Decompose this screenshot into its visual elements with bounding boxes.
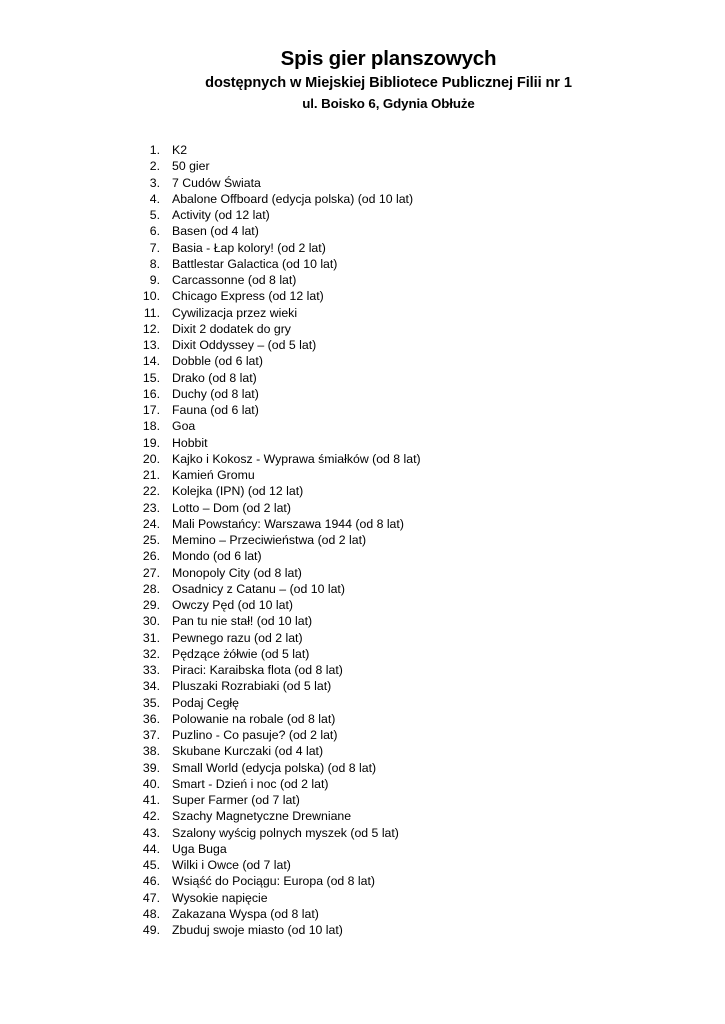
- game-list-item: [0, 321, 725, 337]
- game-number: 33.: [142, 663, 160, 677]
- game-name: Fauna (od 6 lat): [172, 403, 259, 417]
- game-number: 5.: [149, 208, 160, 222]
- game-list-item: [0, 548, 725, 564]
- game-number: 13.: [142, 338, 160, 352]
- game-list-item: [0, 890, 725, 906]
- game-name: Zakazana Wyspa (od 8 lat): [172, 906, 319, 921]
- game-number: 37.: [142, 728, 160, 742]
- game-list-item: [0, 256, 725, 272]
- document-title: Spis gier planszowych: [280, 47, 497, 70]
- game-list-item: [0, 792, 725, 808]
- game-number: 8.: [149, 256, 160, 271]
- games-list: [0, 142, 725, 938]
- game-number: 46.: [142, 874, 160, 889]
- game-list-item: [0, 906, 725, 922]
- game-list-item: [0, 207, 725, 223]
- game-number: 4.: [149, 191, 160, 206]
- game-name: Pewnego razu (od 2 lat): [172, 630, 303, 645]
- game-name: Dixit Oddyssey – (od 5 lat): [172, 338, 317, 352]
- game-number: 49.: [142, 923, 160, 937]
- game-name: Chicago Express (od 12 lat): [172, 289, 324, 304]
- game-number: 32.: [142, 646, 160, 661]
- game-list-item: [0, 467, 725, 483]
- game-name: Pan tu nie stał! (od 10 lat): [172, 614, 313, 629]
- game-name: Drako (od 8 lat): [172, 370, 257, 385]
- game-name: Basen (od 4 lat): [172, 224, 259, 239]
- game-list-item: [0, 743, 725, 759]
- game-number: 24.: [142, 516, 160, 531]
- game-name: Pędzące żółwie (od 5 lat): [172, 646, 310, 661]
- game-number: 16.: [142, 386, 160, 401]
- document-header: [0, 46, 725, 114]
- game-list-item: [0, 370, 725, 386]
- game-list-item: [0, 435, 725, 451]
- game-name: Kajko i Kokosz - Wyprawa śmiałków (od 8 lat): [172, 451, 421, 466]
- game-list-item: [0, 353, 725, 369]
- game-list-item: [0, 581, 725, 597]
- game-name: Szachy Magnetyczne Drewniane: [172, 809, 352, 824]
- game-name: K2: [172, 143, 188, 157]
- game-name: Activity (od 12 lat): [172, 208, 270, 222]
- document-subtitle: dostępnych w Miejskiej Bibliotece Publicznej Filii nr 1: [205, 75, 572, 91]
- game-number: 38.: [142, 744, 160, 759]
- game-name: Dobble (od 6 lat): [172, 354, 263, 369]
- game-name: Puzlino - Co pasuje? (od 2 lat): [172, 728, 338, 742]
- game-name: Hobbit: [172, 435, 208, 450]
- game-list-item: [0, 808, 725, 824]
- game-list-item: [0, 857, 725, 873]
- game-name: Wilki i Owce (od 7 lat): [172, 858, 291, 872]
- game-number: 18.: [142, 419, 160, 434]
- game-name: Memino – Przeciwieństwa (od 2 lat): [172, 533, 367, 547]
- game-number: 9.: [149, 273, 160, 287]
- game-number: 15.: [142, 370, 160, 385]
- game-number: 25.: [142, 533, 160, 547]
- game-list-item: [0, 565, 725, 581]
- game-list-item: [0, 191, 725, 207]
- game-list-item: [0, 158, 725, 174]
- game-list-item: [0, 711, 725, 727]
- game-number: 3.: [149, 175, 160, 190]
- game-number: 10.: [142, 289, 160, 304]
- game-list-item: [0, 776, 725, 792]
- game-list-item: [0, 873, 725, 889]
- game-number: 40.: [142, 776, 160, 791]
- game-list-item: [0, 825, 725, 841]
- game-list-item: [0, 727, 725, 743]
- game-number: 21.: [142, 468, 160, 482]
- game-list-item: [0, 223, 725, 239]
- game-number: 20.: [142, 451, 160, 466]
- game-number: 29.: [142, 598, 160, 612]
- game-number: 34.: [142, 679, 160, 694]
- game-list-item: [0, 500, 725, 516]
- game-number: 11.: [143, 305, 160, 320]
- game-number: 23.: [142, 500, 160, 515]
- game-list-item: [0, 597, 725, 613]
- game-name: Podaj Cegłę: [172, 695, 239, 710]
- game-number: 43.: [142, 825, 160, 840]
- game-name: Monopoly City (od 8 lat): [172, 565, 302, 580]
- game-name: Battlestar Galactica (od 10 lat): [172, 256, 338, 271]
- game-number: 42.: [142, 809, 160, 824]
- game-name: Mali Powstańcy: Warszawa 1944 (od 8 lat): [172, 516, 404, 531]
- game-list-item: [0, 646, 725, 662]
- game-list-item: [0, 760, 725, 776]
- game-name: Basia - Łap kolory! (od 2 lat): [172, 240, 326, 255]
- game-number: 26.: [142, 549, 160, 564]
- game-number: 6.: [149, 224, 160, 239]
- game-number: 28.: [142, 581, 160, 596]
- game-name: Zbuduj swoje miasto (od 10 lat): [172, 923, 343, 937]
- game-number: 2.: [149, 159, 160, 174]
- game-list-item: [0, 305, 725, 321]
- game-list-item: [0, 337, 725, 353]
- game-number: 17.: [142, 403, 160, 417]
- game-name: Szalony wyścig polnych myszek (od 5 lat): [172, 825, 399, 840]
- game-list-item: [0, 922, 725, 938]
- game-name: Wysokie napięcie: [172, 890, 268, 905]
- game-number: 48.: [142, 906, 160, 921]
- game-list-item: [0, 841, 725, 857]
- game-list-item: [0, 402, 725, 418]
- game-name: Uga Buga: [172, 841, 227, 856]
- game-number: 35.: [142, 695, 160, 710]
- game-list-item: [0, 678, 725, 694]
- game-list-item: [0, 695, 725, 711]
- game-list-item: [0, 662, 725, 678]
- game-list-item: [0, 418, 725, 434]
- game-number: 44.: [142, 841, 160, 856]
- game-name: Piraci: Karaibska flota (od 8 lat): [172, 663, 343, 677]
- game-list-item: [0, 483, 725, 499]
- game-name: Owczy Pęd (od 10 lat): [172, 598, 293, 612]
- game-number: 47.: [142, 890, 160, 905]
- game-number: 22.: [142, 484, 160, 499]
- game-number: 31.: [142, 630, 160, 645]
- game-name: Kolejka (IPN) (od 12 lat): [172, 484, 304, 499]
- game-list-item: [0, 516, 725, 532]
- game-number: 12.: [142, 321, 160, 336]
- game-name: Kamień Gromu: [172, 468, 255, 482]
- game-name: Carcassonne (od 8 lat): [172, 273, 297, 287]
- game-list-item: [0, 451, 725, 467]
- game-name: Smart - Dzień i noc (od 2 lat): [172, 776, 329, 791]
- game-number: 41.: [142, 793, 160, 807]
- game-name: Duchy (od 8 lat): [172, 386, 259, 401]
- game-list-item: [0, 175, 725, 191]
- game-name: Super Farmer (od 7 lat): [172, 793, 300, 807]
- game-number: 30.: [142, 614, 160, 629]
- game-list-item: [0, 532, 725, 548]
- game-list-item: [0, 630, 725, 646]
- game-list-item: [0, 288, 725, 304]
- game-name: Small World (edycja polska) (od 8 lat): [172, 760, 377, 775]
- game-name: Cywilizacja przez wieki: [172, 305, 298, 320]
- game-name: Pluszaki Rozrabiaki (od 5 lat): [172, 679, 332, 694]
- game-name: Dixit 2 dodatek do gry: [172, 321, 291, 336]
- library-address: ul. Boisko 6, Gdynia Obłuże: [302, 96, 475, 111]
- game-name: Skubane Kurczaki (od 4 lat): [172, 744, 324, 759]
- game-number: 1.: [149, 143, 160, 157]
- game-name: 7 Cudów Świata: [172, 175, 261, 190]
- game-name: Wsiąść do Pociągu: Europa (od 8 lat): [172, 874, 376, 889]
- game-number: 19.: [142, 435, 160, 450]
- game-number: 7.: [149, 240, 160, 255]
- game-name: Osadnicy z Catanu – (od 10 lat): [172, 581, 345, 596]
- game-number: 39.: [142, 760, 160, 775]
- game-list-item: [0, 240, 725, 256]
- game-name: 50 gier: [172, 159, 210, 174]
- game-list-item: [0, 272, 725, 288]
- game-list-item: [0, 142, 725, 158]
- game-name: Goa: [172, 419, 196, 434]
- game-number: 14.: [142, 354, 160, 369]
- game-name: Abalone Offboard (edycja polska) (od 10 lat): [172, 191, 414, 206]
- game-number: 27.: [142, 565, 160, 580]
- game-list-item: [0, 613, 725, 629]
- game-number: 45.: [142, 858, 160, 872]
- game-list-item: [0, 386, 725, 402]
- game-name: Mondo (od 6 lat): [172, 549, 262, 564]
- game-name: Polowanie na robale (od 8 lat): [172, 711, 336, 726]
- game-name: Lotto – Dom (od 2 lat): [172, 500, 291, 515]
- game-number: 36.: [142, 711, 160, 726]
